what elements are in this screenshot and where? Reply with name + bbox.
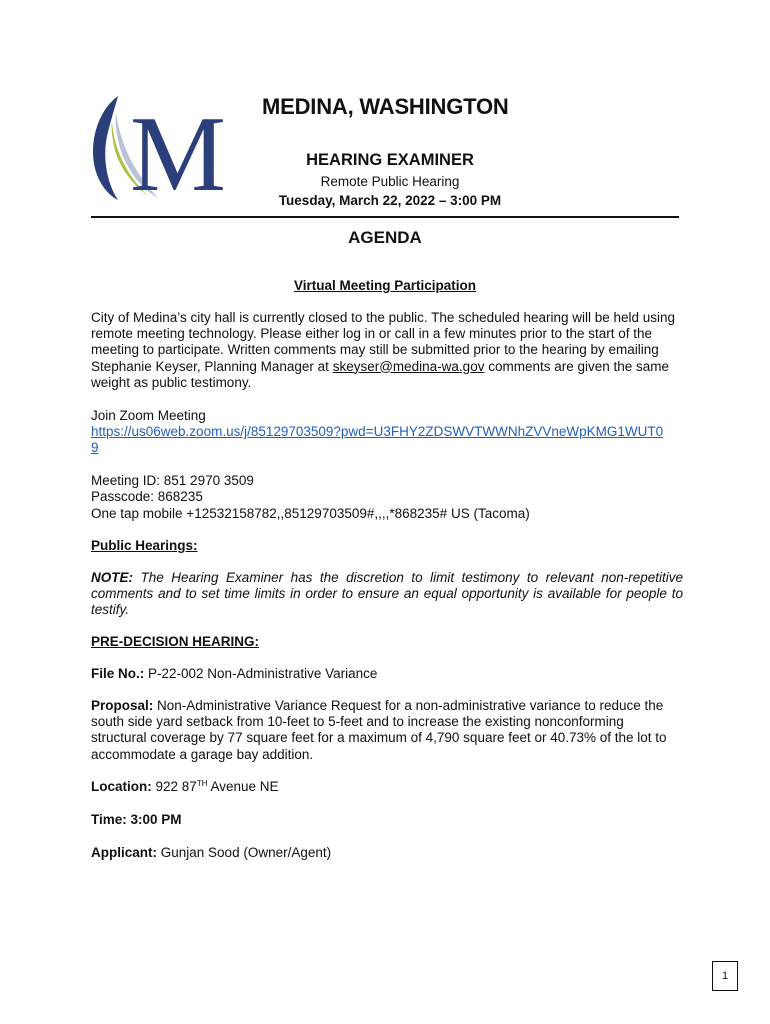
location-superscript: TH [196, 779, 208, 788]
virtual-paragraph-text: City of Medina’s city hall is currently closed to the public. The scheduled hearing will be held using remote meeting technology. Please either log in or call in a few minutes prior to the start of the meeting to participate. Written comments may still be submitted prior to the hearing by emailing Stephanie Keyser, Planning Manager at [91, 310, 676, 374]
applicant-label: Applicant: [91, 845, 157, 860]
passcode: Passcode: 868235 [91, 489, 203, 504]
one-tap-mobile: One tap mobile +12532158782,,85129703509#,,,,*868235# US (Tacoma) [91, 506, 530, 521]
applicant [91, 845, 683, 861]
city-title: MEDINA, WASHINGTON [262, 94, 509, 119]
note-text: The Hearing Examiner has the discretion to limit testimony to relevant non-repetitive comments and to set time limits in order to ensure an equal opportunity is available for people to testify. [91, 570, 683, 618]
virtual-paragraph-end: comments are given the same weight as public testimony. [91, 358, 670, 390]
header-divider [91, 216, 679, 218]
file-label: File No.: [91, 666, 145, 681]
agenda-title: AGENDA [348, 228, 422, 247]
logo-letter: M [130, 95, 227, 202]
zoom-join-label: Join Zoom Meeting [91, 408, 206, 423]
medina-logo [88, 92, 228, 202]
meeting-id: Meeting ID: 851 2970 3509 [91, 473, 254, 488]
pre-decision-heading: PRE-DECISION HEARING: [91, 634, 260, 649]
virtual-heading: Virtual Meeting Participation [293, 278, 477, 293]
zoom-link-line1[interactable]: https://us06web.zoom.us/j/85129703509?pwd=U3FHY2ZDSWVTWWNhZVVneWpKMG1WUT0 [91, 424, 664, 439]
location-label: Location: [91, 779, 152, 794]
note-label: NOTE: [91, 570, 133, 585]
file-value: P-22-002 Non-Administrative Variance [148, 666, 378, 681]
public-hearings-heading: Public Hearings: [91, 538, 198, 553]
proposal-label: Proposal: [91, 698, 154, 713]
hearing-time: Time: 3:00 PM [91, 812, 182, 827]
note-paragraph [91, 570, 683, 619]
meeting-date: Tuesday, March 22, 2022 – 3:00 PM [278, 193, 502, 208]
applicant-value: Gunjan Sood (Owner/Agent) [160, 845, 332, 860]
proposal [91, 698, 683, 763]
file-number [91, 666, 683, 682]
location [91, 779, 683, 795]
zoom-link[interactable] [91, 424, 683, 456]
virtual-paragraph [91, 310, 683, 391]
email-link[interactable]: skeyser@medina-wa.gov [332, 358, 485, 374]
meeting-type: Remote Public Hearing [320, 174, 460, 189]
location-street: Avenue NE [210, 779, 279, 794]
body-title: HEARING EXAMINER [306, 151, 474, 169]
proposal-value: Non-Administrative Variance Request for a non-administrative variance to reduce the south side yard setback from 10-feet to 5-feet and to increase the existing nonconforming structural coverage by 77 square feet for a maximum of 4,790 square feet or 40.73% of the lot to accommodate a garage bay addition. [91, 698, 667, 762]
location-number: 922 87 [155, 779, 197, 794]
zoom-link-line2[interactable]: 9 [91, 440, 99, 456]
page-number: 1 [712, 961, 738, 991]
